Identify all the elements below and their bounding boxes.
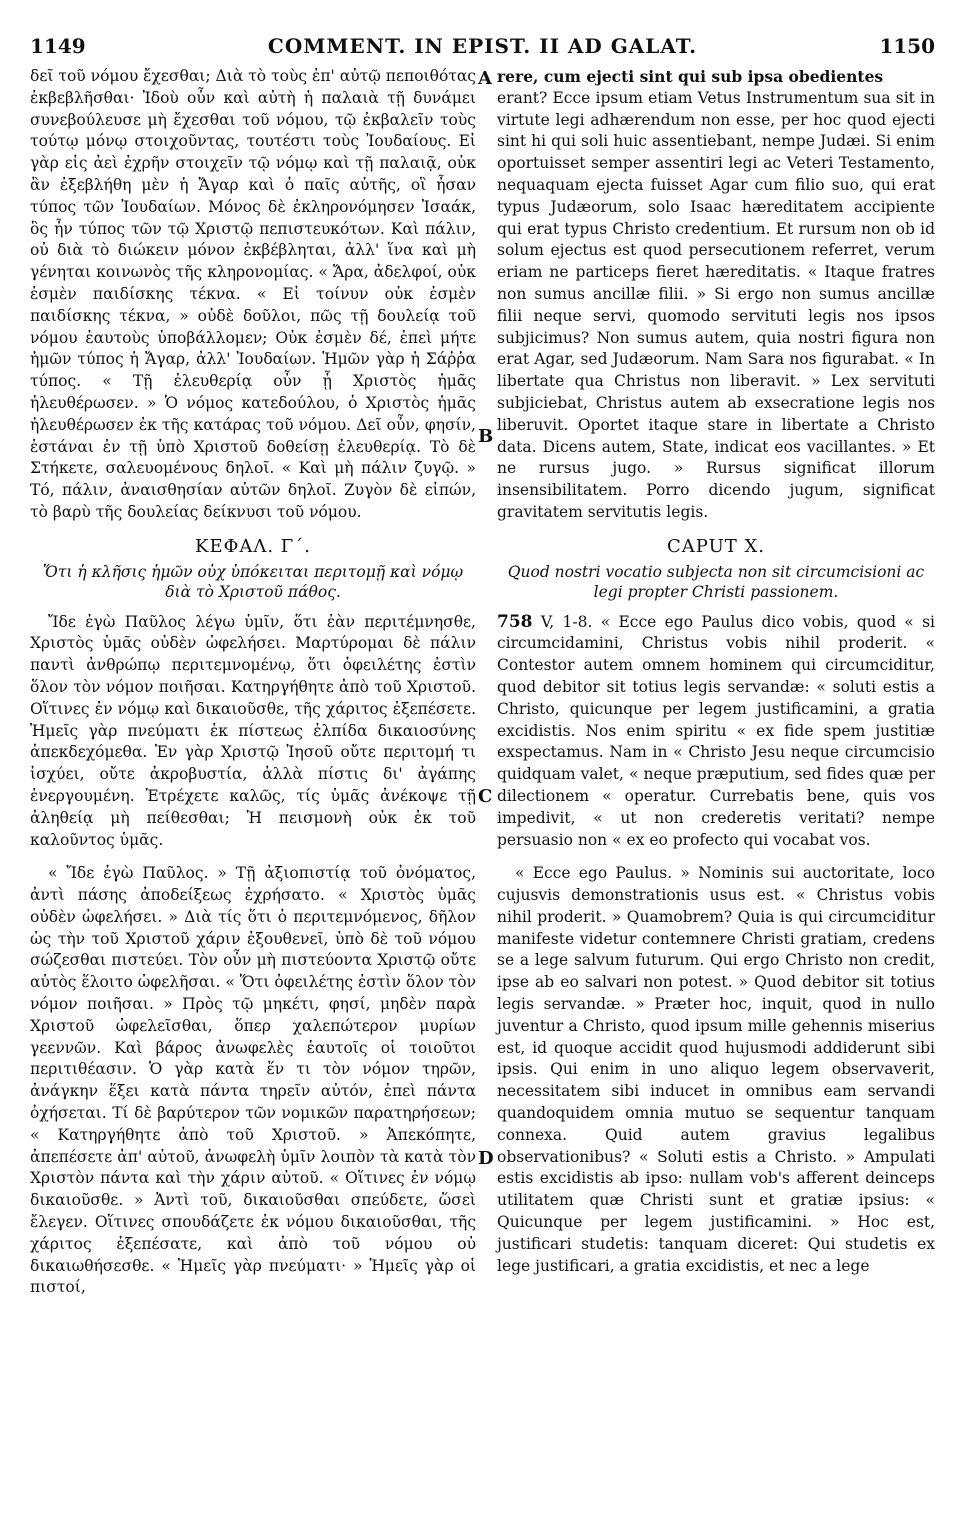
greek-paragraph-1: δεῖ τοῦ νόμου ἔχεσθαι; Διὰ τὸ τοὺς ἐπ' αὐτῷ πεποιθότας ἐκβεβλῆσθαι· Ἰδοὺ οὖν καὶ αὐτὴ ἡ παλαιὰ τῇ δυνάμει συνεβούλευσε μὴ ἔχεσθαι τοῦ νόμου, τῷ ἐκβαλεῖν τοὺς τούτῳ μόνῳ στοιχοῦντας, τουτέστι τοὺς Ἰουδαίους. Εἰ γὰρ εἰς ἀεὶ ἐχρῆν στοιχεῖν τῷ νόμῳ καὶ τῇ παλαιᾷ, οὐκ ἂν ἐξεβλήθη μὲν ἡ Ἄγαρ καὶ ὁ παῖς αὐτῆς, οἳ ἦσαν τύπος τῶν Ἰουδαίων. Μόνος δὲ ἐκληρονόμησεν Ἰσαάκ, ὃς ἦν τύπος τῶν τῷ Χριστῷ πεπιστευκότων. Καὶ πάλιν, οὐ διὰ τὸ διώκειν μόνον ἐκβέβληται, ἀλλ' ἵνα καὶ μὴ γένηται κοινωνὸς τῆς κληρονομίας. « Ἄρα, ἀδελφοί, οὐκ ἐσμὲν παιδίσκης τέκνα. « Εἰ τοίνυν οὐκ ἐσμὲν παιδίσκης τέκνα, » οὐδὲ δοῦλοι, πῶς τῇ δουλείᾳ τοῦ νόμου ἑαυτοὺς ὑποβάλλομεν; Οὐκ ἐσμὲν δέ, ἐπεὶ μήτε ἡμῶν τύπος ἡ Ἄγαρ, ἀλλ' Ἰουδαίων. Ἡμῶν γὰρ ἡ Σάῤῥα τύπος. « Τῇ ἐλευθερίᾳ οὖν ᾗ Χριστὸς ἡμᾶς ἠλευθέρωσεν. » Ὁ νόμος κατεδούλου, ὁ Χριστὸς ἡμᾶς ἠλευθέρωσεν ἐκ τῆς κατάρας τοῦ νόμου. Δεῖ οὖν, φησίν, ἑστάναι ἐν τῇ ὑπὸ Χριστοῦ δοθείσῃ ἐλευθερίᾳ. Τὸ δὲ Στήκετε, σαλευομένους δηλοῖ. « Καὶ μὴ πάλιν ζυγῷ. » Τό, πάλιν, ἀναισθησίαν αὐτῶν δηλοῖ. Ζυγὸν δὲ εἰπών, τὸ βαρὺ τῆς δουλείας δείκνυσι τοῦ νόμου. (30, 67, 476, 521)
margin-marker-d: D (478, 1148, 494, 1169)
latin-column (497, 66, 935, 1277)
latin-chapter-summary: Quod nostri vocatio subjecta non sit circumcisioni ac legi propter Christi passionem. (507, 562, 925, 601)
latin-paragraph-1: erant? Ecce ipsum etiam Vetus Instrumentum sua sit in virtute legi adhærendum non esse, per hoc quod ejecti sint hi qui soli huic assentiebant, nempe Judæi. Si enim oportuisset semper assentiri legi ac Veteri Testamento, nequaquam ejecta fuisset Agar cum filio suo, qui erat typus Judæorum, solo Isaac hæreditatem accipiente qui erat typus Christo credentium. Et rursum non ob id solum ejectus est quod persecutionem referret, verum eriam ne particeps fieret hæreditatis. « Itaque fratres non sumus ancillæ filii. » Si ergo non sumus ancillæ filii neque servi, quomodo servituti legis nos ipsos subjicimus? Non sumus autem, quia nostri figura non erat Agar, sed Judæorum. Nam Sara nos figurabat. « In libertate qua Christus non liberavit. » Lex servituti subjiciebat, Christus autem ab exsecratione legis nos liberuvit. Oportet itaque stare in libertate a Christo data. Dicens autem, State, indicat eos vacillantes. » Et ne rursus jugo. » Rursus significat illorum insensibilitatem. Porro dicendo jugum, significat gravitatem servitutis legis. (497, 88, 935, 521)
page-header (30, 34, 935, 60)
latin-paragraph-2 (497, 612, 935, 852)
margin-marker-b: B (478, 426, 494, 447)
running-title: COMMENT. IN EPIST. II AD GALAT. (267, 34, 698, 58)
right-page-number: 1150 (879, 34, 935, 58)
greek-column (30, 66, 476, 1299)
greek-paragraph-3: « Ἴδε ἐγὼ Παῦλος. » Τῇ ἀξιοπιστίᾳ τοῦ ὀνόματος, ἀντὶ πάσης ἀποδείξεως ἐχρήσατο. « Χριστὸς ὑμᾶς οὐδὲν ὠφελήσει. » Διὰ τίς ὅτι ὁ περιτεμνόμενος, δῆλον ὡς τὴν τοῦ Χριστοῦ χάριν ἐξουθενεῖ, ὑπὸ δὲ τοῦ νόμου σώζεσθαι πιστεύει. Τὸν οὖν μὴ πιστεύοντα Χριστῷ οὔτε αὐτὸς ἕλοιτο ὠφελῆσαι. « Ὅτι ὀφειλέτης ἐστὶν ὅλον τὸν νόμον ποιῆσαι. » Πρὸς τῷ μηκέτι, φησί, μηδὲν παρὰ Χριστοῦ ὠφελεῖσθαι, ὅπερ χαλεπώτερον μυρίων γεεννῶν. Καὶ βάρος ἀνωφελὲς ἑαυτοῖς οἱ τοιοῦτοι περιτιθέασιν. Ὁ γὰρ κατὰ ἕν τι τὸν νόμον τηρῶν, ἀνάγκην ἕξει κατὰ πάντα τηρεῖν αὐτόν, ἐπεὶ πάντα ὀχήσεται. Τί δὲ βαρύτερον τῶν νομικῶν παρατηρήσεων; « Κατηργήθητε ἀπὸ τοῦ Χριστοῦ. » Ἀπεκόπητε, ἀπεπέσετε ἀπ' αὐτοῦ, ἀνωφελὴ ὑμῖν λοιπὸν τὰ κατὰ τὸν Χριστὸν πάντα καὶ τὴν χάριν αὐτοῦ. « Οἵτινες ἐν νόμῳ δικαιοῦσθε. » Ἀντὶ τοῦ, δικαιοῦσθαι σπεύδετε, ὥσεὶ ἔλεγεν. Οἵτινες σπουδάζετε ἐκ νόμου δικαιοῦσθαι, τῆς χάριτος ἐξεπέσατε, καὶ ἀπὸ τοῦ νόμου οὐ δικαιωθήσεσθε. « Ἡμεῖς γὰρ πνεύματι· » Ἡμεῖς γὰρ οἱ πιστοί, (30, 864, 477, 1297)
margin-marker-a: A (478, 68, 492, 89)
latin-chapter-title: CAPUT X. (667, 535, 765, 557)
left-page-number: 1149 (30, 34, 86, 58)
margin-marker-c: C (478, 786, 493, 807)
latin-first-line: rere, cum ejecti sint qui sub ipsa obedientes (497, 67, 884, 86)
latin-paragraph-2-text: V, 1-8. « Ecce ego Paulus dico vobis, quod « si circumcidamini, Christus vobis nihil proderit. « Contestor autem omnem hominem qui circumciditur, quod debitor sit totius legis servandæ: « soluti estis a Christo, quicunque per legem justificamini, a gratia excidistis. Nos enim spiritu « ex fide spem justitiæ exspectamus. Nam in « Christo Jesu neque circumcisio quidquam valet, « neque præputium, sed fides quæ per dilectionem « operatur. Currebatis bene, quis vos impedivit, « ut non crederetis veritati? nempe persuasio non « ex eo profecto qui vocabat vos. (497, 612, 935, 849)
latin-paragraph-3: « Ecce ego Paulus. » Nominis sui auctoritate, loco cujusvis demonstrationis usus est. « Christus vobis nihil proderit. » Quamobrem? Quia is qui circumciditur manifeste videtur contemnere Christi gratiam, credens se a lege salvum futurum. Qui ergo Christo non credit, ipse ab eo salvari non potest. » Quod debitor sit totius legis servandæ. » Præter hoc, inquit, quod in nullo juventur a Christo, quod ipsum mille gehennis miserius est, id quoque accidit quod hujusmodi addiderunt sibi ipsis. Qui enim in uno aliquo legem observaverit, necessitatem sibi inducet in omnibus eam servandi quandoquidem omnia mutuo se sequentur tanquam connexa. Quid autem gravius legalibus observationibus? « Soluti estis a Christo. » Ampulati estis excidistis ab ipso: nullam vob's afferent deinceps utilitatem quæ Christi sunt et gratiæ ipsius: « Quicunque per legem justificamini. » Hoc est, justificari studetis: tanquam diceret: Qui studetis ex lege justificari, a gratia excidistis, et nec a lege (497, 864, 935, 1275)
column-number: 758 (497, 611, 533, 632)
greek-chapter-summary: Ὅτι ἡ κλῆσις ἡμῶν οὐχ ὑπόκειται περιτομῇ καὶ νόμῳ διὰ τὸ Χριστοῦ πάθος. (42, 562, 464, 601)
greek-paragraph-2: Ἴδε ἐγὼ Παῦλος λέγω ὑμῖν, ὅτι ἐὰν περιτέμνησθε, Χριστὸς ὑμᾶς οὐδὲν ὠφελήσει. Μαρτύρομαι δὲ πάλιν παντὶ ἀνθρώπῳ περιτεμνομένῳ, ὅτι ὀφειλέτης ἐστὶν ὅλον τὸν νόμον ποιῆσαι. Κατηργήθητε ἀπὸ τοῦ Χριστοῦ. Οἵτινες ἐν νόμῳ καὶ δικαιοῦσθε, τῆς χάριτος ἐξεπέσετε. Ἡμεῖς γὰρ πνεύματι ἐκ πίστεως ἐλπίδα δικαιοσύνης ἀπεκδεχόμεθα. Ἐν γὰρ Χριστῷ Ἰησοῦ οὔτε περιτομή τι ἰσχύει, οὔτε ἀκροβυστία, ἀλλὰ πίστις δι' ἀγάπης ἐνεργουμένη. Ἐτρέχετε καλῶς, τίς ὑμᾶς ἀνέκοψε τῇ ἀληθείᾳ μὴ πείθεσθαι; Ἡ πεισμονὴ οὐκ ἐκ τοῦ καλοῦντος ὑμᾶς. (30, 612, 476, 849)
greek-chapter-title: ΚΕΦΑΛ. Γ΄. (195, 535, 311, 557)
